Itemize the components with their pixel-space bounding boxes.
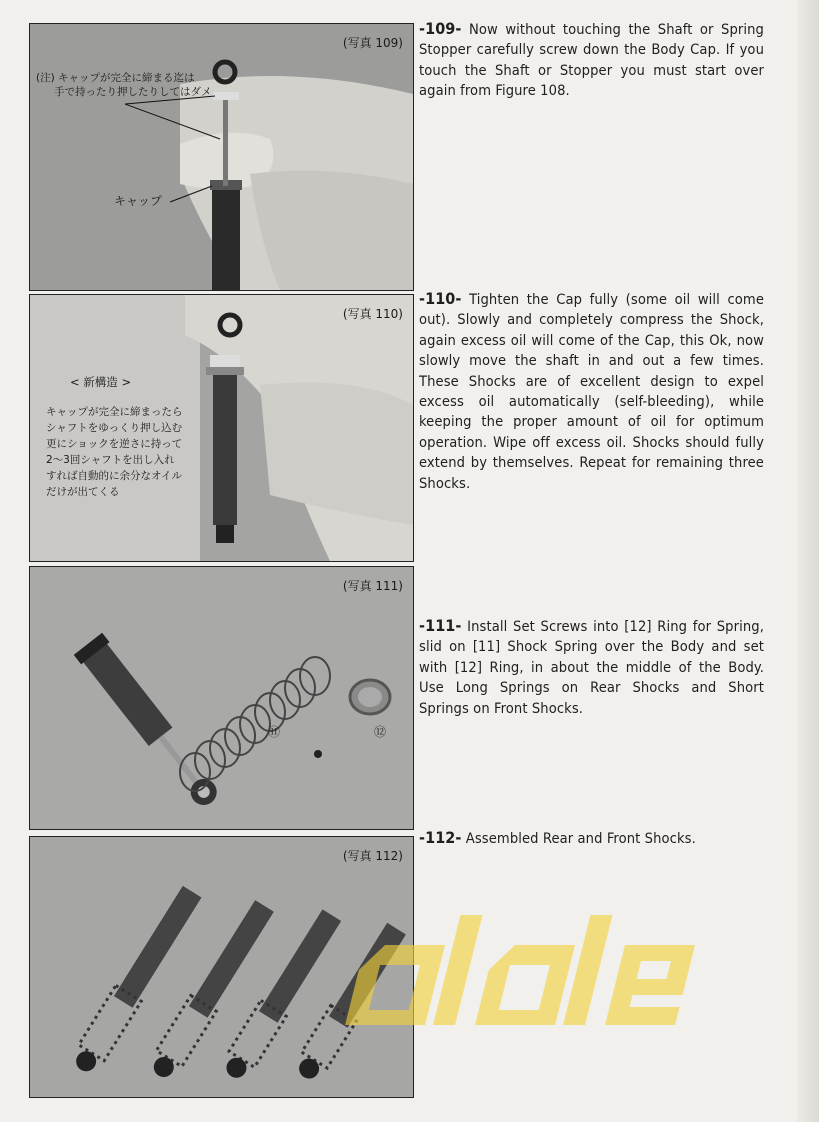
caution-note-line2: 手で持ったり押したりしてはダメ xyxy=(54,86,212,98)
step-number: -111- xyxy=(419,616,462,635)
step-text: Assembled Rear and Front Shocks. xyxy=(465,830,696,847)
photo-label: (写真 111) xyxy=(342,579,403,593)
new-structure-line: キャップが完全に締まったら xyxy=(46,406,183,418)
new-structure-line: シャフトをゆっくり押し込む xyxy=(46,422,183,434)
step-110 xyxy=(419,289,764,494)
new-structure-line: 2～3回シャフトを出し入れ xyxy=(46,454,175,466)
step-number: -110- xyxy=(419,289,462,308)
step-text: Tighten the Cap fully (some oil will come out). Slowly and completely compress the Shock, again excess oil will come of the Cap, this Ok, now slowly move the shaft in and out a few times. These Shocks are of excellent design to expel excess oil automatically (self-bleeding), while keeping the proper amount of oil for optimum operation. Wipe off excess oil. Shocks should fully extend by themselves. Repeat for remaining three Shocks. xyxy=(419,291,764,492)
cap-label: キャップ xyxy=(114,194,163,208)
page-edge xyxy=(797,0,819,1122)
new-structure-line: 更にショックを逆さに持って xyxy=(46,438,183,450)
new-structure-line: だけが出てくる xyxy=(46,486,120,498)
photo-111-image xyxy=(30,567,413,829)
caution-note-line1: (注) キャップが完全に締まる迄は xyxy=(36,72,195,84)
photo-label: (写真 109) xyxy=(342,36,403,50)
step-text: Now without touching the Shaft or Spring Stopper carefully screw down the Body Cap. If you touch the Shaft or Stopper you must start over again from Figure 108. xyxy=(419,21,764,100)
photo-label: (写真 112) xyxy=(342,849,403,863)
photo-111 xyxy=(29,566,414,830)
step-112 xyxy=(419,828,764,849)
part-12-label: ⑫ xyxy=(374,725,387,739)
photo-109 xyxy=(29,23,414,291)
new-structure-line: すれば自動的に余分なオイル xyxy=(46,470,182,482)
oldte-watermark xyxy=(335,905,775,1035)
photo-110 xyxy=(29,294,414,562)
step-109 xyxy=(419,19,764,102)
new-structure-heading: < 新構造 > xyxy=(70,375,132,389)
photo-109-image xyxy=(30,24,413,290)
photo-label: (写真 110) xyxy=(342,307,403,321)
step-111 xyxy=(419,616,764,719)
step-text: Install Set Screws into [12] Ring for Spring, slid on [11] Shock Spring over the Body and set with [12] Ring, in about the middle of the Body. Use Long Springs on Rear Shocks and Short Springs on Front Shocks. xyxy=(419,618,764,717)
step-number: -112- xyxy=(419,828,462,847)
step-number: -109- xyxy=(419,19,462,38)
part-11-label: ⑪ xyxy=(268,725,281,739)
